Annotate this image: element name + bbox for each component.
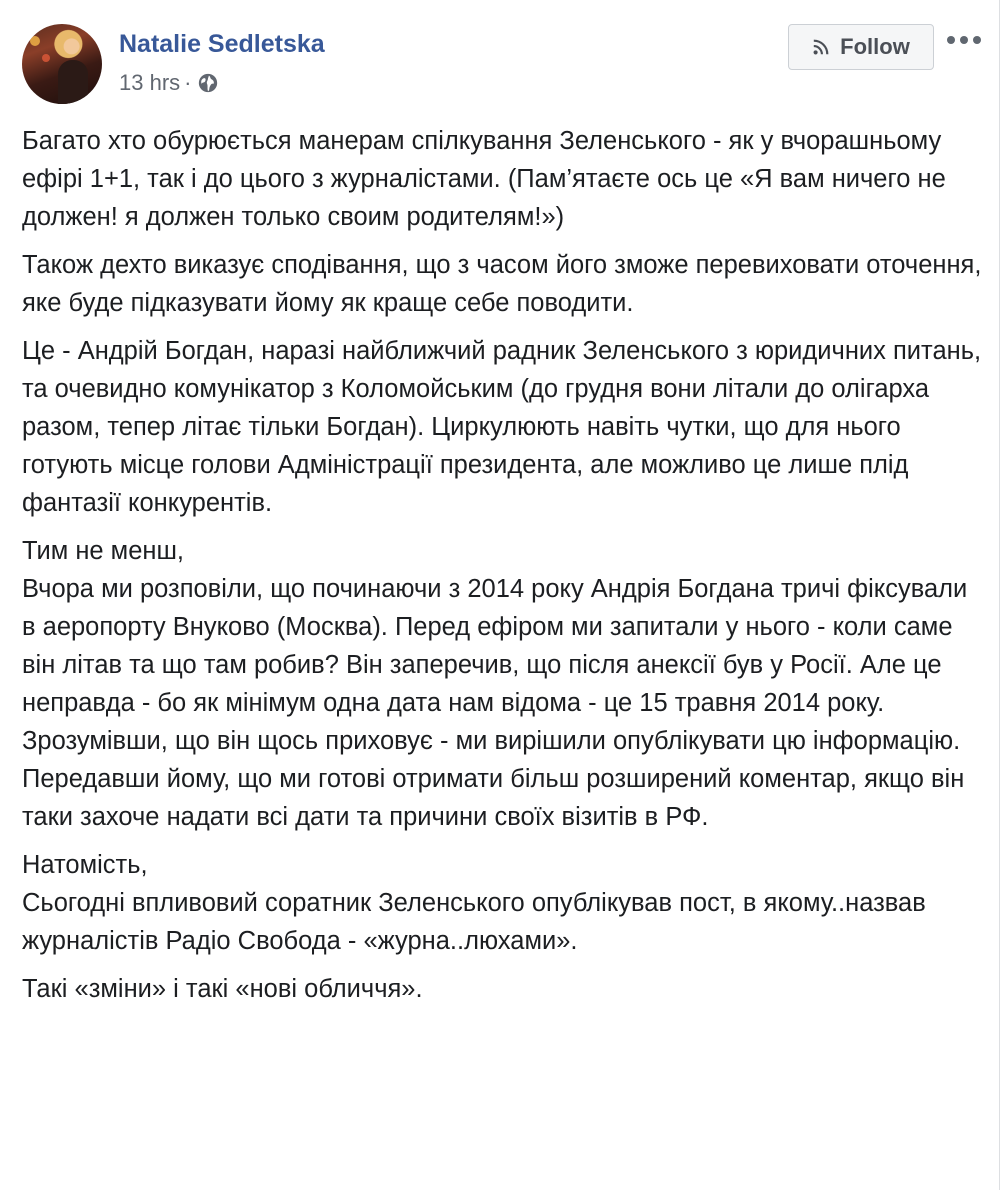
post-timestamp[interactable]: 13 hrs (119, 70, 181, 95)
rss-icon (812, 38, 830, 56)
globe-icon[interactable] (197, 72, 219, 94)
post-paragraph: Це - Андрій Богдан, наразі найближчий радник Зеленського з юридичних питань, та очевидно комунікатор з Коломойським (до грудня вони літали до олігарха разом, тепер літає тільки Богдан). Циркулюють навіть чутки, що для нього готують місце голови Адміністрації президента, але можливо це лише плід фантазії конкурентів. (22, 337, 982, 517)
post-header (22, 24, 999, 106)
post-paragraph: Тим не менш, Вчора ми розповіли, що починаючи з 2014 року Андрія Богдана тричі фіксували в аеропорту Внуково (Москва). Перед ефіром ми запитали у нього - коли саме він літав та що там робив? Він заперечив, що після анексії був у Росії. Але це неправда - бо як мінімум одна дата нам відома - це 15 травня 2014 року. Зрозумівши, що він щось приховує - ми вирішили опублікувати цю інформацію. Передавши йому, що ми готові отримати більш розширений коментар, якщо він таки захоче надати всі дати та причини своїх візитів в РФ. (22, 537, 968, 831)
avatar-background-light (30, 36, 40, 46)
post-meta (119, 70, 219, 96)
more-horizontal-icon (946, 34, 982, 46)
avatar[interactable] (22, 24, 102, 104)
more-options-button[interactable] (944, 28, 984, 52)
post-paragraph: Також дехто виказує сподівання, що з часом його зможе перевиховати оточення, яке буде підказувати йому як краще себе поводити. (22, 251, 982, 317)
post-paragraph: Натомість, Сьогодні впливовий соратник Зеленського опублікував пост, в якому..назвав журналістів Радіо Свобода - «журна..люхами». (22, 851, 926, 955)
follow-label: Follow (840, 34, 910, 59)
post-paragraph: Такі «зміни» і такі «нові обличчя». (22, 975, 423, 1003)
follow-button[interactable] (788, 24, 934, 70)
post-body (22, 122, 982, 1018)
author-name-link[interactable]: Natalie Sedletska (119, 30, 325, 58)
avatar-figure (58, 60, 88, 104)
post-paragraph: Багато хто обурюється манерам спілкування Зеленського - як у вчорашньому ефірі 1+1, так і до цього з журналістами. (Пам’ятаєте ось це «Я вам ничего не должен! я должен только своим родителям!») (22, 127, 946, 231)
avatar-background-light (42, 54, 50, 62)
meta-separator: · (184, 70, 192, 95)
